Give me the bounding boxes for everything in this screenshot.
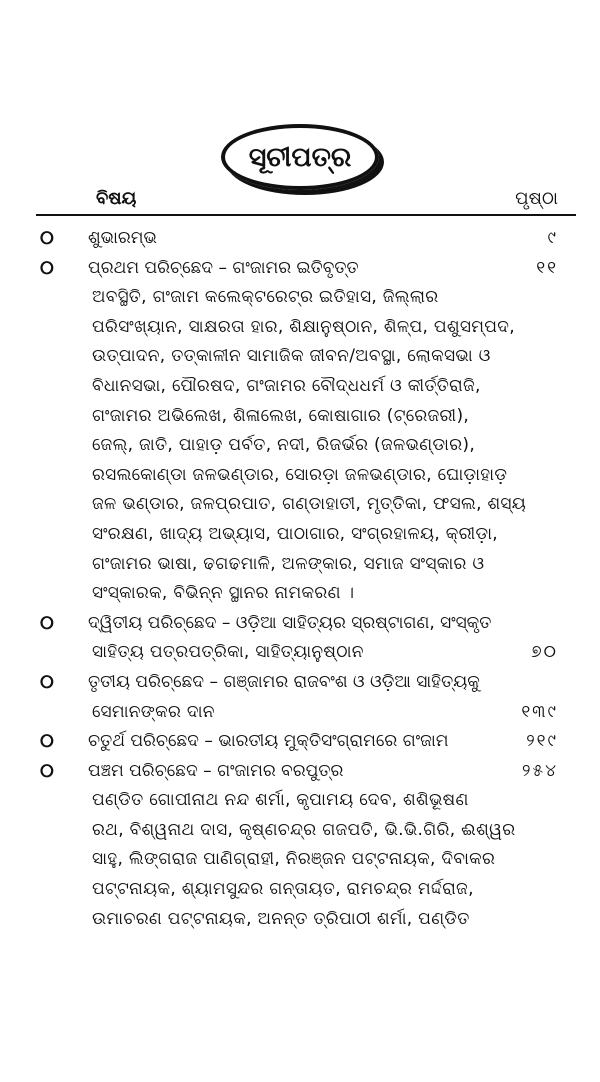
entry-detail-line — [0, 579, 600, 609]
title-block — [0, 124, 600, 194]
detail-text: ସାହୁ, ଲିଙ୍ଗରାଜ ପାଣିଗ୍ରାହୀ, ନିରଞ୍ଜନ ପଟ୍ଟନାୟକ, ଦିବାକର — [92, 849, 496, 870]
entry-title: ପଞ୍ଚମ ପରିଚ୍ଛେଦ – ଗଂଜାମର ବରପୁତ୍ର — [88, 760, 344, 781]
column-header-page: ପୃଷ୍ଠା — [515, 188, 558, 209]
toc-entry — [0, 727, 600, 757]
toc-entry — [0, 254, 600, 284]
detail-text: ସେମାନଙ୍କର ଦାନ — [92, 701, 215, 722]
detail-text: ପଣ୍ଡିତ ଗୋପୀନାଥ ନନ୍ଦ ଶର୍ମା, କୃପାମୟ ଦେବ, ଶଶିଭୂଷଣ — [92, 790, 469, 811]
entry-page-number: ୯ — [547, 228, 558, 248]
detail-text: ଉମାଚରଣ ପଟ୍ଟନାୟକ, ଅନନ୍ତ ତ୍ରିପାଠୀ ଶର୍ମା, ପଣ୍ଡିତ — [92, 908, 470, 929]
entry-detail-line — [0, 372, 600, 402]
detail-text: ବିଧାନସଭା, ପୌରଷଦ, ଗଂଜାମର ବୌଦ୍ଧଧର୍ମ ଓ କୀର୍ତ୍ତିରାଜି, — [92, 375, 481, 396]
entry-detail-line — [0, 431, 600, 461]
detail-text: ସଂସ୍କାରକ, ବିଭିନ୍ନ ସ୍ଥାନର ନାମକରଣ । — [92, 583, 355, 604]
entry-bullet: ୦ — [40, 759, 54, 782]
entry-detail-line — [0, 490, 600, 520]
entry-page-number: ୨୫୪ — [522, 760, 558, 781]
entry-title: ଚତୁର୍ଥ ପରିଚ୍ଛେଦ – ଭାରତୀୟ ମୁକ୍ତିସଂଗ୍ରାମରେ ଗଂଜାମ — [88, 731, 449, 752]
entry-title: ତୃତୀୟ ପରିଚ୍ଛେଦ – ଗଞ୍ଜାମର ରାଜବଂଶ ଓ ଓଡ଼ିଆ ସାହିତ୍ୟକୁ — [88, 671, 480, 692]
detail-text: ଅବସ୍ଥିତି, ଗଂଜାମ କଲେକ୍ଟରେଟ୍‌ର ଇତିହାସ, ଜିଲ୍ଲାର — [92, 287, 439, 308]
entry-title: ଦ୍ୱିତୀୟ ପରିଚ୍ଛେଦ – ଓଡ଼ିଆ ସାହିତ୍ୟର ସ୍ରଷ୍ଟାଗଣ, ସଂସ୍କୃତ — [88, 612, 492, 633]
page-title: ସୂଚୀପତ୍ର — [248, 141, 352, 173]
detail-text: ପରିସଂଖ୍ୟାନ, ସାକ୍ଷରତା ହାର, ଶିକ୍ଷାନୁଷ୍ଠାନ, ଶିଳ୍ପ, ପଶୁସମ୍ପଦ, — [92, 316, 515, 337]
entry-detail-line — [0, 905, 600, 935]
entry-page-number: ୨୧୯ — [526, 731, 558, 752]
detail-text: ଜଳ ଭଣ୍ଡାର, ଜଳପ୍ରପାତ, ଗଣ୍ଡାହାତୀ, ମୃତ୍ତିକା, ଫସଲ, ଶସ୍ୟ — [92, 494, 527, 515]
entry-detail-line — [0, 402, 600, 432]
detail-text: ପଟ୍ଟନାୟକ, ଶ୍ୟାମସୁନ୍ଦର ଗନ୍ତାୟତ, ରାମଚନ୍ଦ୍ର ମର୍ଦ୍ଦରାଜ, — [92, 879, 474, 900]
detail-text: ଗଂଜାମର ଅଭିଲେଖ, ଶିଳାଲେଖ, କୋଷାଗାର (ଟ୍ରେଜରୀ), — [92, 405, 470, 426]
detail-text: ଗଂଜାମର ଭାଷା, ଢଗଢମାଳି, ଅଳଙ୍କାର, ସମାଜ ସଂସ୍କାର ଓ — [92, 553, 485, 574]
entry-detail-line — [0, 845, 600, 875]
detail-text: ଉତ୍ପାଦନ, ତତ୍କାଳୀନ ସାମାଜିକ ଜୀବନ/ଅବସ୍ଥା, ଲୋକସଭା ଓ — [92, 346, 491, 367]
toc-entry — [0, 668, 600, 698]
entry-detail-line — [0, 638, 600, 668]
entry-detail-line — [0, 520, 600, 550]
entry-bullet: ୦ — [40, 670, 54, 693]
entry-detail-line — [0, 461, 600, 491]
entry-detail-line — [0, 283, 600, 313]
toc-entry — [0, 757, 600, 787]
entry-detail-line — [0, 698, 600, 728]
column-header-subject: ବିଷୟ — [96, 188, 137, 209]
detail-text: ସଂରକ୍ଷଣ, ଖାଦ୍ୟ ଅଭ୍ୟାସ, ପାଠାଗାର, ସଂଗ୍ରହାଳୟ, କ୍ରୀଡ଼ା, — [92, 523, 498, 544]
detail-text: ରଥ, ବିଶ୍ୱନାଥ ଦାସ, କୃଷ୍ଣଚନ୍ଦ୍ର ଗଜପତି, ଭି.ଭି.ଗିରି, ଈଶ୍ୱର — [92, 819, 516, 840]
entry-detail-line — [0, 875, 600, 905]
entry-title: ଶୁଭାରମ୍ଭ — [88, 228, 157, 248]
entry-page-number: ୭୦ — [531, 642, 558, 663]
entry-page-number: ୧୩୯ — [521, 701, 558, 722]
entry-bullet: ୦ — [40, 730, 54, 753]
entry-bullet: ୦ — [40, 227, 54, 249]
detail-text: ସାହିତ୍ୟ ପତ୍ରପତ୍ରିକା, ସାହିତ୍ୟାନୁଷ୍ଠାନ — [92, 642, 364, 663]
entry-title: ପ୍ରଥମ ପରିଚ୍ଛେଦ – ଗଂଜାମର ଇତିବୃତ୍ତ — [88, 257, 359, 278]
entry-bullet: ୦ — [40, 611, 54, 634]
toc-entry — [0, 224, 600, 254]
entry-detail-line — [0, 786, 600, 816]
detail-text: ଜେଲ୍, ଜାତି, ପାହାଡ଼ ପର୍ବତ, ନଦୀ, ରିଜର୍ଭର (ଜଳଭଣ୍ଡାର), — [92, 435, 476, 456]
table-of-contents — [0, 224, 600, 934]
entry-bullet: ୦ — [40, 256, 54, 279]
header-rule — [36, 214, 576, 216]
title-oval — [221, 124, 379, 190]
entry-detail-line — [0, 816, 600, 846]
toc-entry — [0, 609, 600, 639]
detail-text: ରସଲକୋଣ୍ଡା ଜଳଭଣ୍ଡାର, ସୋରଡ଼ା ଜଳଭଣ୍ଡାର, ଘୋଡ଼ାହାଡ଼ — [92, 464, 508, 485]
entry-detail-line — [0, 313, 600, 343]
entry-detail-line — [0, 550, 600, 580]
entry-page-number: ୧୧ — [536, 257, 558, 278]
entry-detail-line — [0, 342, 600, 372]
